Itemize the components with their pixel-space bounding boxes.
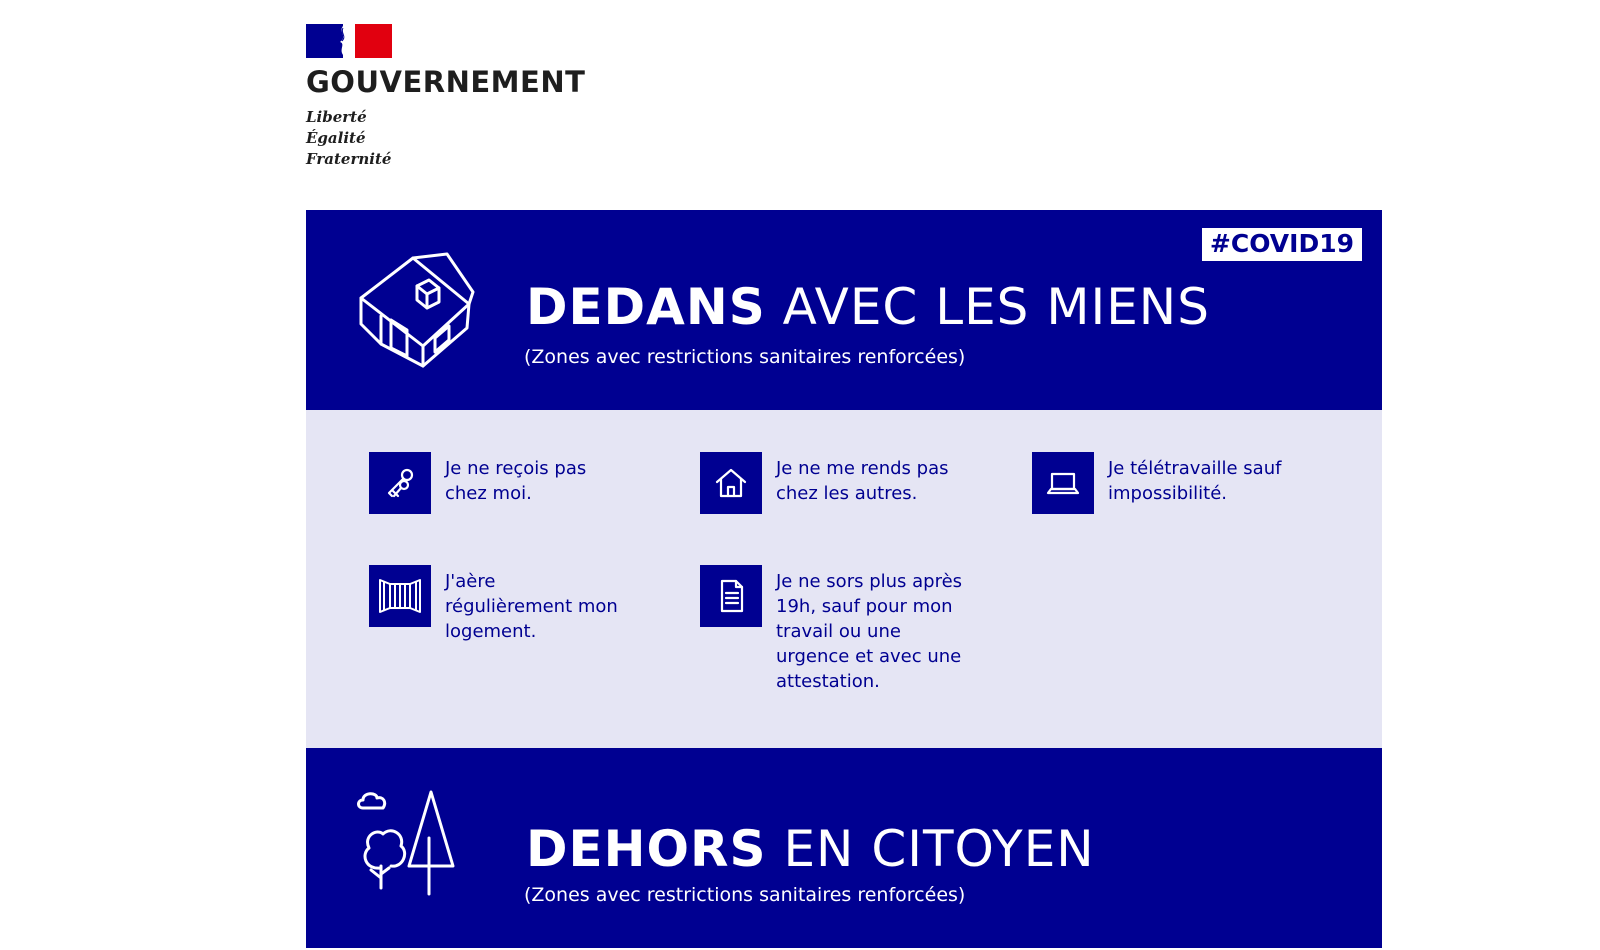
indoors-heading-strong: DEDANS	[526, 278, 766, 336]
motto-fraternite: Fraternité	[306, 150, 392, 168]
indoor-rules-panel	[306, 410, 1382, 748]
keys-icon	[369, 452, 431, 514]
outdoors-heading	[526, 820, 1095, 878]
rule-text: Je télétravaille sauf impossibilité.	[1108, 458, 1282, 504]
rule-item	[700, 565, 966, 694]
house-icon	[351, 248, 481, 372]
rule-item	[369, 452, 620, 514]
rule-text: J'aère régulièrement mon logement.	[445, 571, 618, 642]
outdoors-heading-strong: DEHORS	[526, 820, 767, 878]
government-title: GOUVERNEMENT	[306, 65, 586, 99]
covid-hashtag-badge: #COVID19	[1202, 228, 1362, 261]
indoors-heading-light: AVEC LES MIENS	[782, 278, 1210, 336]
rule-item	[700, 452, 951, 514]
indoors-heading	[526, 278, 1210, 336]
government-logo	[306, 24, 606, 170]
outdoors-banner	[306, 748, 1382, 948]
rule-text: Je ne sors plus après 19h, sauf pour mon travail ou une urgence et avec une attestation.	[776, 571, 963, 692]
outdoors-heading-light: EN CITOYEN	[783, 820, 1095, 878]
laptop-icon	[1032, 452, 1094, 514]
rule-item	[1032, 452, 1328, 514]
indoors-banner	[306, 210, 1382, 410]
document-icon	[700, 565, 762, 627]
outdoors-subtitle: (Zones avec restrictions sanitaires renforcées)	[524, 884, 966, 906]
rule-text: Je ne reçois pas chez moi.	[445, 458, 587, 504]
french-flag-icon	[306, 24, 392, 58]
government-motto	[306, 107, 606, 170]
trees-cloud-icon	[351, 788, 471, 902]
motto-liberte: Liberté	[306, 108, 367, 126]
motto-egalite: Égalité	[306, 129, 366, 147]
home-icon	[700, 452, 762, 514]
window-icon	[369, 565, 431, 627]
indoors-subtitle: (Zones avec restrictions sanitaires renforcées)	[524, 346, 966, 368]
rule-text: Je ne me rends pas chez les autres.	[776, 458, 949, 504]
rule-item	[369, 565, 620, 644]
